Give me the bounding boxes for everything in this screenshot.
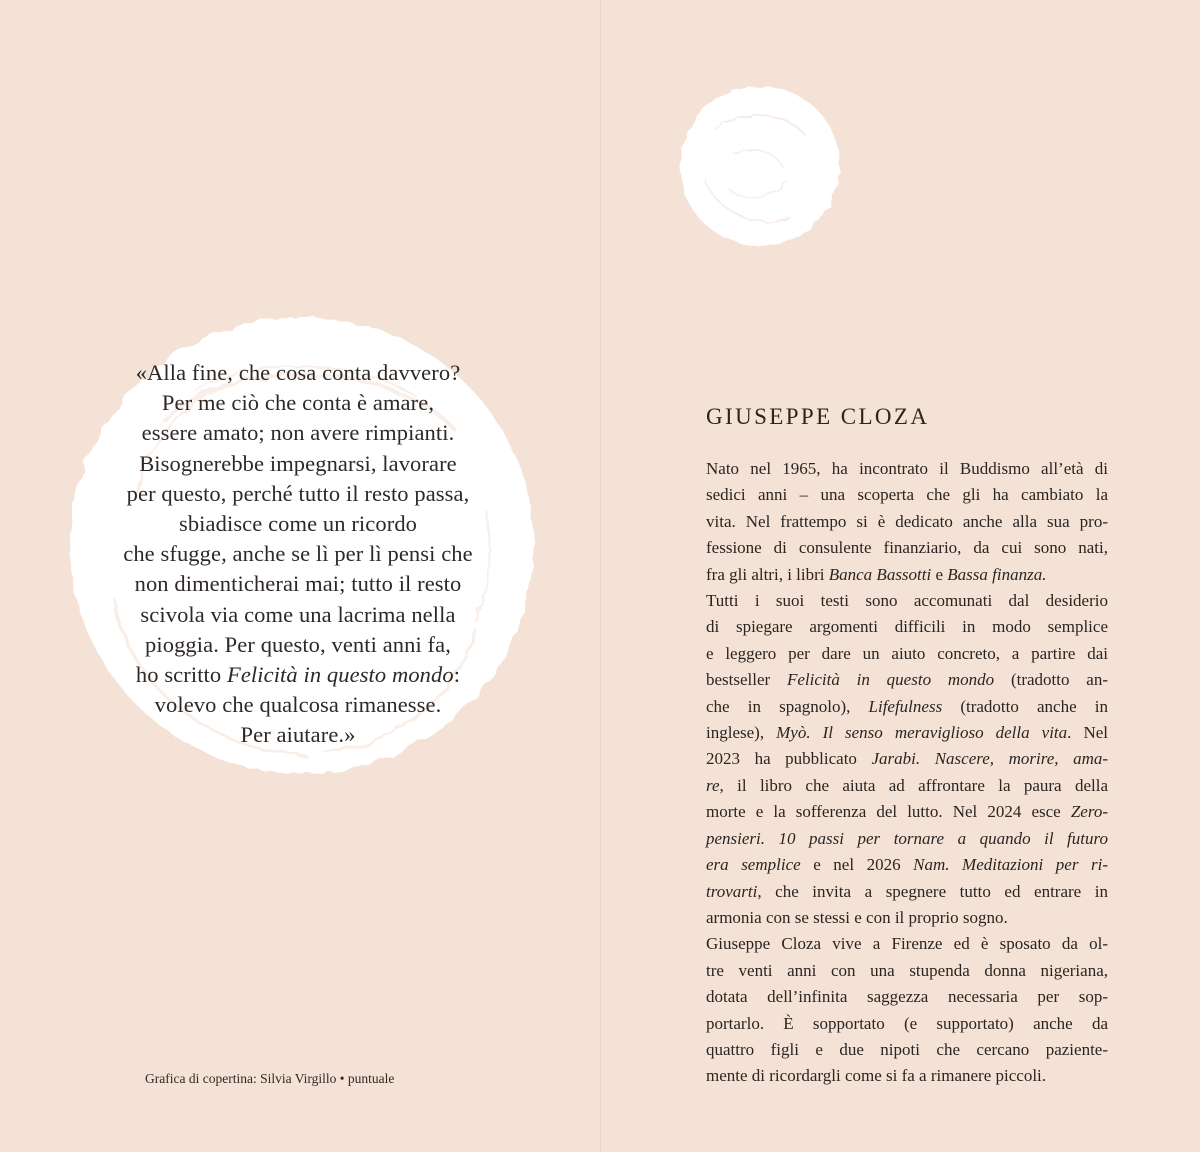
bio-book-title: Felicità in questo mondo xyxy=(787,670,995,690)
quote-line: essere amato; non avere rimpianti. xyxy=(141,420,455,446)
bio-book-title: Bassa finanza. xyxy=(947,564,1047,584)
bio-line: dotata dell’infinita saggezza necessaria per sop- xyxy=(706,987,1108,1007)
bio-line: di spiegare argomenti difficili in modo semplice xyxy=(706,617,1108,637)
bio-line: sedici anni – una scoperta che gli ha cambiato la xyxy=(706,485,1108,505)
bio-book-title: era semplice xyxy=(706,855,801,875)
bio-text: che in spagnolo), xyxy=(706,696,869,716)
bio-line xyxy=(706,667,1108,693)
bio-book-title: Zero- xyxy=(1070,802,1108,822)
bio-text: , il libro che aiuta ad affrontare la paura della xyxy=(719,775,1108,795)
bio-line: Nato nel 1965, ha incontrato il Buddismo all’età di xyxy=(706,459,1108,478)
author-bio xyxy=(706,456,1108,1090)
bio-line: Tutti i suoi testi sono accomunati dal desiderio xyxy=(706,591,1108,611)
bio-line: quattro figli e due nipoti che cercano paziente- xyxy=(706,1039,1108,1059)
bio-text: e nel 2026 xyxy=(800,855,914,875)
bio-line xyxy=(706,720,1108,746)
quote-text: : xyxy=(453,662,461,688)
bio-book-title: Myò. Il senso meraviglioso della vita xyxy=(776,723,1068,743)
quote-line: Bisognerebbe impegnarsi, lavorare xyxy=(139,450,457,476)
quote-line: non dimenticherai mai; tutto il resto xyxy=(134,571,462,597)
quote-line: scivola via come una lacrima nella xyxy=(140,601,456,627)
bio-text: (tradotto an- xyxy=(994,670,1108,690)
bio-text: bestseller xyxy=(706,670,787,690)
bio-line: e leggero per dare un aiuto concreto, a partire dai xyxy=(706,643,1108,663)
bio-book-title: trovarti xyxy=(706,881,758,901)
bio-text: 2023 ha pubblicato xyxy=(706,749,872,769)
bio-line: portarlo. È sopportato (e supportato) anche da xyxy=(706,1013,1108,1033)
quote-line: volevo che qualcosa rimanesse. xyxy=(154,692,442,718)
bio-book-title: pensieri. 10 passi per tornare a quando il futuro xyxy=(706,828,1108,848)
author-quote xyxy=(80,358,516,751)
bio-line xyxy=(706,562,1108,588)
quote-line xyxy=(80,660,516,690)
bio-book-title: Nam. Meditazioni per ri- xyxy=(913,855,1108,875)
bio-text: fra gli altri, i libri xyxy=(706,564,829,584)
bio-line: vita. Nel frattempo si è dedicato anche alla sua pro- xyxy=(706,511,1108,531)
bio-line xyxy=(706,799,1108,825)
bio-line xyxy=(706,773,1108,799)
bio-line: fessione di consulente finanziario, da cui sono nati, xyxy=(706,538,1108,558)
bio-line: mente di ricordargli come si fa a rimanere piccoli. xyxy=(706,1066,1047,1086)
bio-line xyxy=(706,826,1108,852)
quote-book-title: Felicità in questo mondo xyxy=(226,662,454,688)
quote-line: Per me ciò che conta è amare, xyxy=(161,390,435,416)
bio-line xyxy=(706,694,1108,720)
bio-line: armonia con se stessi e con il proprio sogno. xyxy=(706,907,1008,927)
cover-credits: Grafica di copertina: Silvia Virgillo • puntuale xyxy=(145,1071,395,1086)
bio-book-title: re xyxy=(706,775,720,795)
bio-text: . Nel xyxy=(1067,723,1109,743)
bio-line xyxy=(706,746,1108,772)
quote-line: sbiadisce come un ricordo xyxy=(178,511,418,537)
bio-text: e xyxy=(931,564,948,584)
quote-line: Per aiutare.» xyxy=(240,722,356,748)
bio-line: Giuseppe Cloza vive a Firenze ed è sposato da ol- xyxy=(706,934,1108,954)
quote-text: ho scritto xyxy=(135,662,227,688)
quote-line: che sfugge, anche se lì per lì pensi che xyxy=(123,541,473,567)
bio-line xyxy=(706,852,1108,878)
bio-text: (tradotto anche in xyxy=(942,696,1108,716)
bio-book-title: Banca Bassotti xyxy=(828,564,932,584)
bio-text: morte e la sofferenza del lutto. Nel 2024 esce xyxy=(706,802,1071,822)
bio-line: tre venti anni con una stupenda donna nigeriana, xyxy=(706,960,1108,980)
bio-line xyxy=(706,879,1108,905)
bio-book-title: Jarabi. Nascere, morire, ama- xyxy=(871,749,1109,769)
quote-line: «Alla fine, che cosa conta davvero? xyxy=(135,360,461,385)
quote-line: per questo, perché tutto il resto passa, xyxy=(126,480,470,506)
quote-line: pioggia. Per questo, venti anni fa, xyxy=(145,631,451,657)
brush-circle-small xyxy=(675,80,845,252)
author-name: GIUSEPPE CLOZA xyxy=(706,404,930,429)
bio-book-title: Lifefulness xyxy=(868,696,943,716)
bio-text: , che invita a spegnere tutto ed entrare in xyxy=(757,881,1108,901)
bio-text: inglese), xyxy=(706,723,777,743)
